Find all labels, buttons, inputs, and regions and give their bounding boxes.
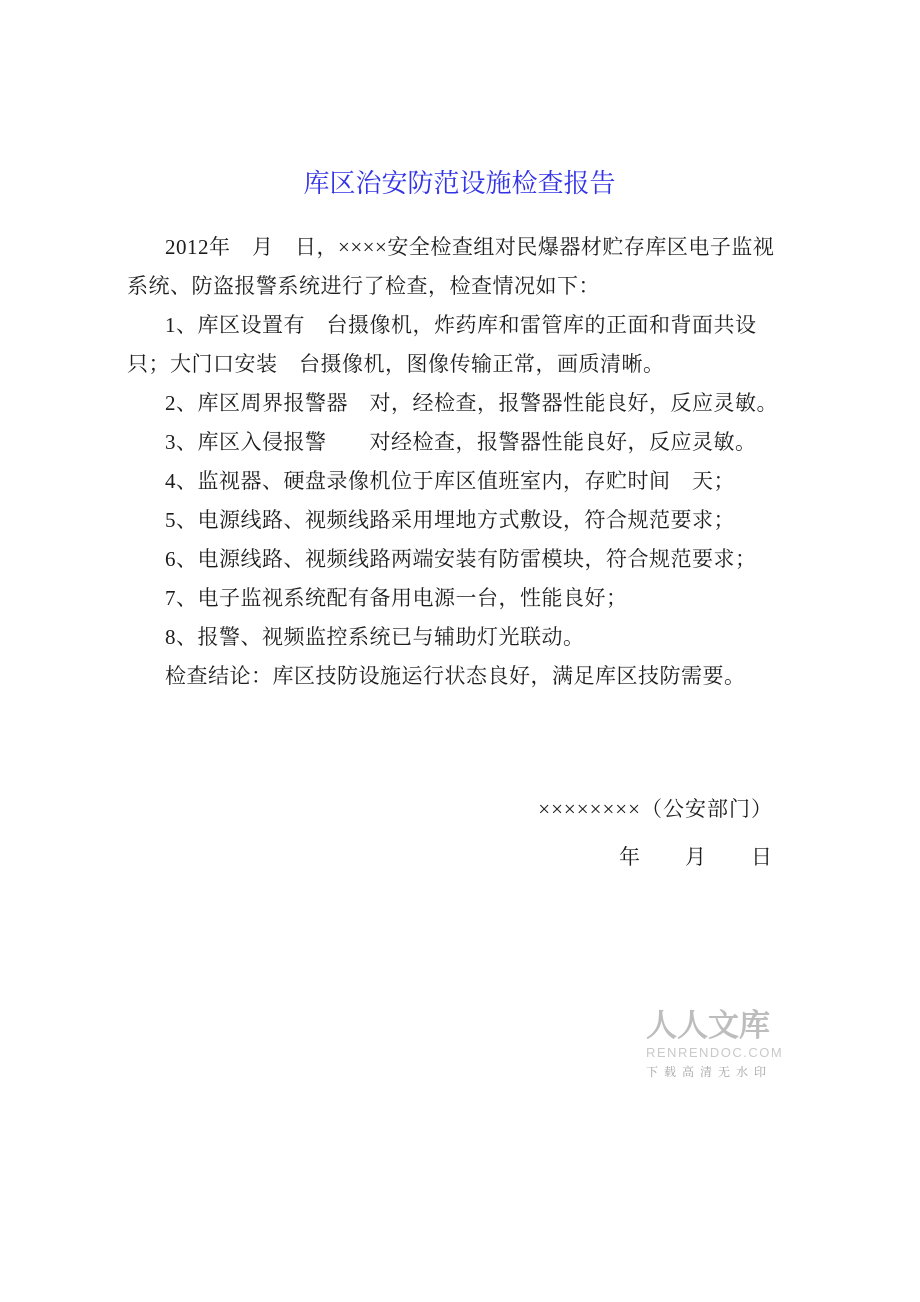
intro-paragraph: 2012年 月 日，××××安全检查组对民爆器材贮存库区电子监视系统、防盗报警系统进行了检查，检查情况如下： xyxy=(127,235,775,298)
list-item-3: 3、库区入侵报警 对经检查，报警器性能良好，反应灵敏。 xyxy=(165,430,757,454)
conclusion-paragraph: 检查结论：库区技防设施运行状态良好，满足库区技防需要。 xyxy=(165,664,746,688)
list-item-1: 1、库区设置有 台摄像机，炸药库和雷管库的正面和背面共设 只；大门口安装 台摄像机，图像传输正常，画质清晰。 xyxy=(127,313,778,376)
document-title: 库区治安防范设施检查报告 xyxy=(303,169,616,198)
list-item-2: 2、库区周界报警器 对，经检查，报警器性能良好，反应灵敏。 xyxy=(165,391,778,415)
watermark-tagline: 下载高清无水印 xyxy=(646,1065,773,1079)
watermark-domain: RENRENDOC.COM xyxy=(646,1045,784,1060)
signature-issuer: ××××××××（公安部门） xyxy=(538,797,773,821)
signature-block xyxy=(127,790,792,877)
list-item-6: 6、电源线路、视频线路两端安装有防雷模块，符合规范要求； xyxy=(165,547,757,571)
signature-date-line: 年 月 日 xyxy=(619,845,773,869)
list-item-8: 8、报警、视频监控系统已与辅助灯光联动。 xyxy=(165,625,585,649)
list-item-5: 5、电源线路、视频线路采用埋地方式敷设，符合规范要求； xyxy=(165,508,735,532)
watermark-brand: 人人文库 xyxy=(646,1008,770,1043)
watermark xyxy=(646,1008,796,1079)
list-item-4: 4、监视器、硬盘录像机位于库区值班室内，存贮时间 天； xyxy=(165,469,735,493)
list-item-7: 7、电子监视系统配有备用电源一台，性能良好； xyxy=(165,586,628,610)
